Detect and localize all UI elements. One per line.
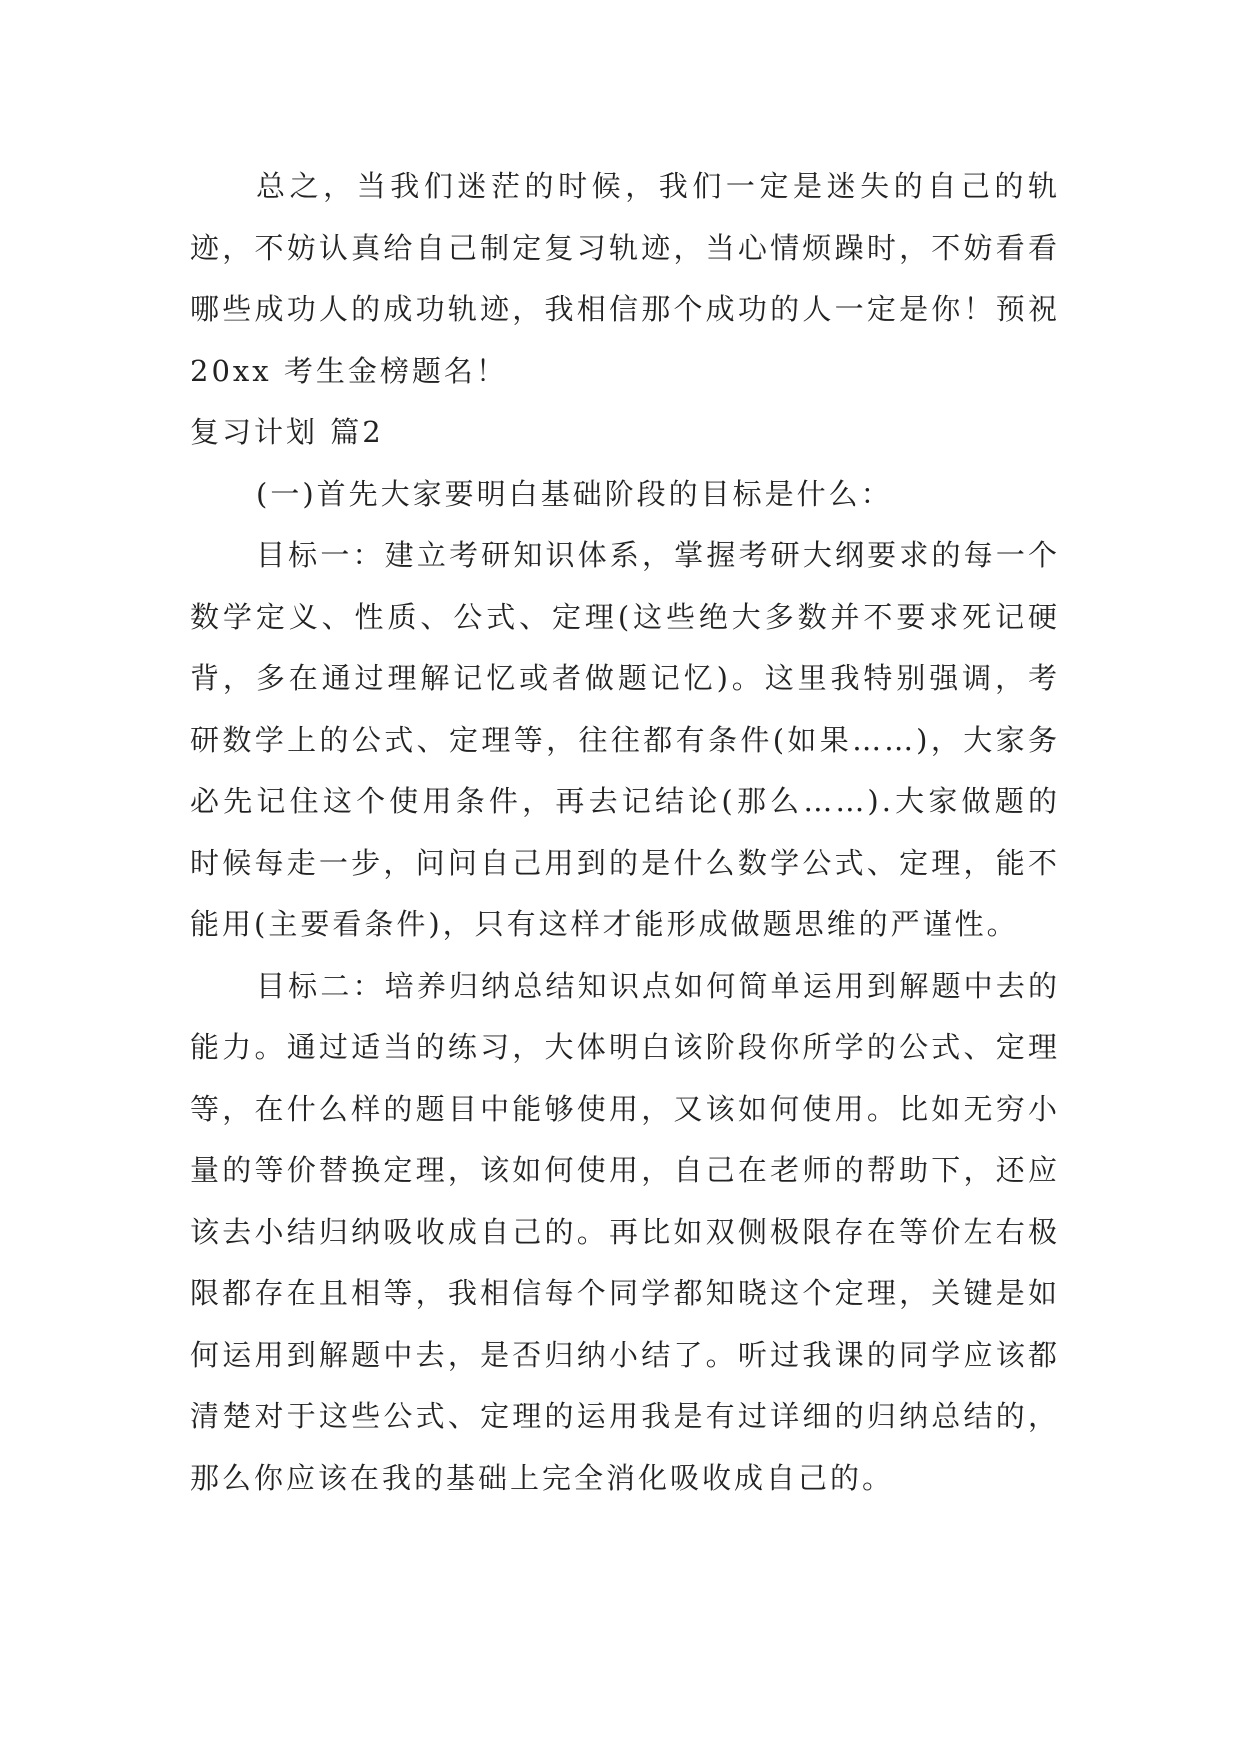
paragraph-conclusion: 总之，当我们迷茫的时候，我们一定是迷失的自己的轨迹，不妨认真给自己制定复习轨迹，当心情烦躁时，不妨看看哪些成功人的成功轨迹，我相信那个成功的人一定是你！预祝 20xx 考生金榜题名！: [190, 169, 1060, 388]
paragraph-goal-two: 目标二：培养归纳总结知识点如何简单运用到解题中去的能力。通过适当的练习，大体明白该阶段你所学的公式、定理等，在什么样的题目中能够使用，又该如何使用。比如无穷小量的等价替换定理，该如何使用，自己在老师的帮助下，还应该去小结归纳吸收成自己的。再比如双侧极限存在等价左右极限都存在且相等，我相信每个同学都知晓这个定理，关键是如何运用到解题中去，是否归纳小结了。听过我课的同学应该都清楚对于这些公式、定理的运用我是有过详细的归纳总结的，那么你应该在我的基础上完全消化吸收成自己的。: [190, 968, 1060, 1495]
document-body: [190, 156, 1060, 1509]
paragraph-goal-one: 目标一：建立考研知识体系，掌握考研大纲要求的每一个数学定义、性质、公式、定理(这些绝大多数并不要求死记硬背，多在通过理解记忆或者做题记忆)。这里我特别强调，考研数学上的公式、定理等，往往都有条件(如果……)，大家务必先记住这个使用条件，再去记结论(那么……).大家做题的时候每走一步，问问自己用到的是什么数学公式、定理，能不能用(主要看条件)，只有这样才能形成做题思维的严谨性。: [190, 538, 1060, 941]
section-heading: 复习计划 篇2: [190, 415, 384, 449]
paragraph-intro: (一)首先大家要明白基础阶段的目标是什么：: [256, 476, 893, 511]
